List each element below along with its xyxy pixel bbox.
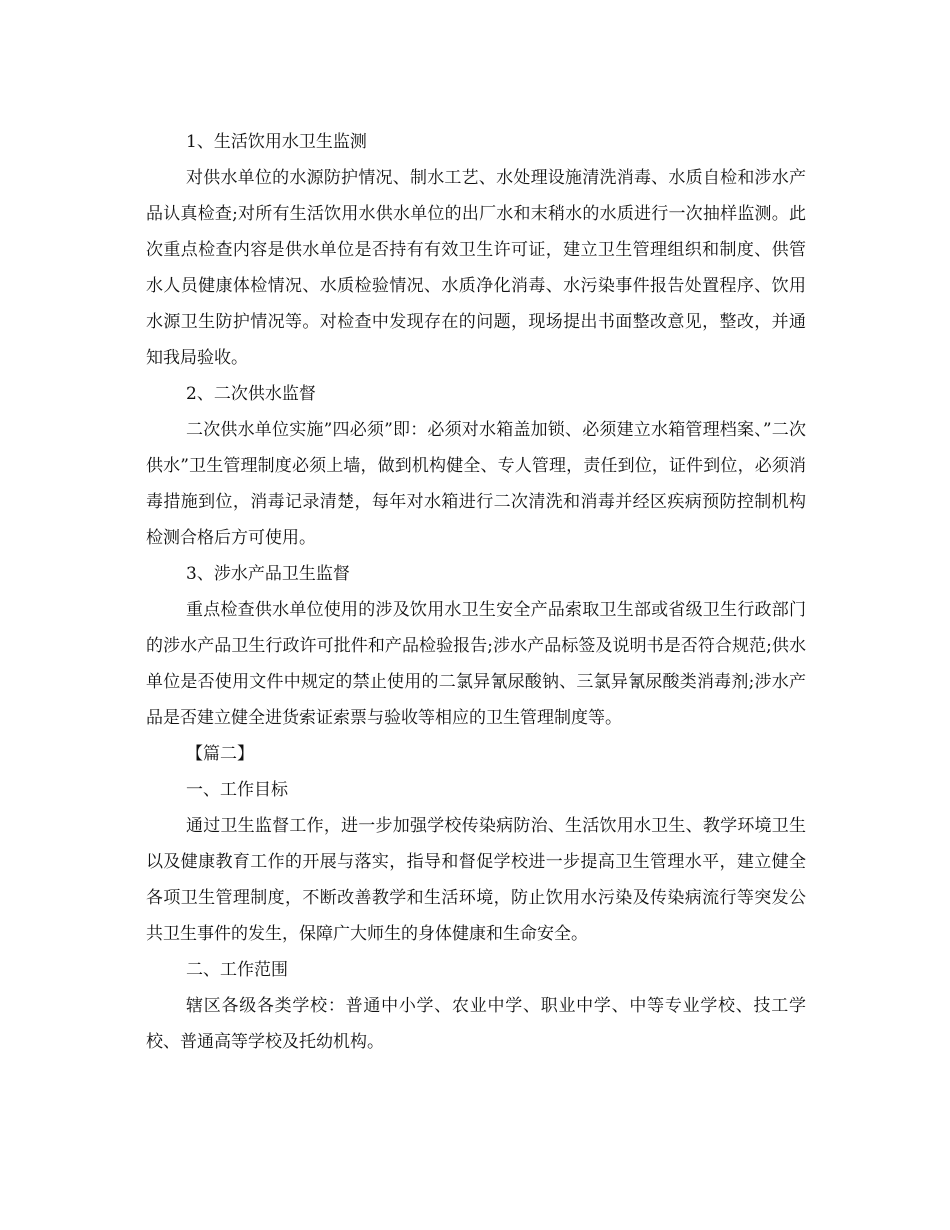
section-heading-water-products: 3、涉水产品卫生监督 [186,564,350,584]
section-heading-work-goals: 一、工作目标 [186,780,288,800]
section-heading-drinking-water-monitoring: 1、生活饮用水卫生监测 [186,132,367,152]
section-heading-secondary-water-supply: 2、二次供水监督 [186,384,316,404]
section-heading-work-scope: 二、工作范围 [186,960,288,980]
part-two-heading: 【篇二】 [186,744,254,764]
paragraph-work-goals: 通过卫生监督工作，进一步加强学校传染病防治、生活饮用水卫生、教学环境卫生以及健康教育工作的开展与落实，指导和督促学校进一步提高卫生管理水平，建立健全各项卫生管理制度，不断改善教学和生活环境，防止饮用水污染及传染病流行等突发公共卫生事件的发生，保障广大师生的身体健康和生命安全。 [146,816,806,944]
paragraph-secondary-water-supply: 二次供水单位实施”四必须”即：必须对水箱盖加锁、必须建立水箱管理档案、”二次供水”卫生管理制度必须上墙，做到机构健全、专人管理，责任到位，证件到位，必须消毒措施到位，消毒记录清楚，每年对水箱进行二次清洗和消毒并经区疾病预防控制机构检测合格后方可使用。 [146,420,806,548]
paragraph-work-scope: 辖区各级各类学校：普通中小学、农业中学、职业中学、中等专业学校、技工学校、普通高等学校及托幼机构。 [146,996,806,1052]
paragraph-drinking-water-monitoring: 对供水单位的水源防护情况、制水工艺、水处理设施清洗消毒、水质自检和涉水产品认真检查;对所有生活饮用水供水单位的出厂水和末稍水的水质进行一次抽样监测。此次重点检查内容是供水单位是否持有有效卫生许可证，建立卫生管理组织和制度、供管水人员健康体检情况、水质检验情况、水质净化消毒、水污染事件报告处置程序、饮用水源卫生防护情况等。对检查中发现存在的问题，现场提出书面整改意见，整改，并通知我局验收。 [146,168,806,368]
document-body [146,124,806,1060]
paragraph-water-products: 重点检查供水单位使用的涉及饮用水卫生安全产品索取卫生部或省级卫生行政部门的涉水产品卫生行政许可批件和产品检验报告;涉水产品标签及说明书是否符合规范;供水单位是否使用文件中规定的禁止使用的二氯异氰尿酸钠、三氯异氰尿酸类消毒剂;涉水产品是否建立健全进货索证索票与验收等相应的卫生管理制度等。 [146,600,806,728]
